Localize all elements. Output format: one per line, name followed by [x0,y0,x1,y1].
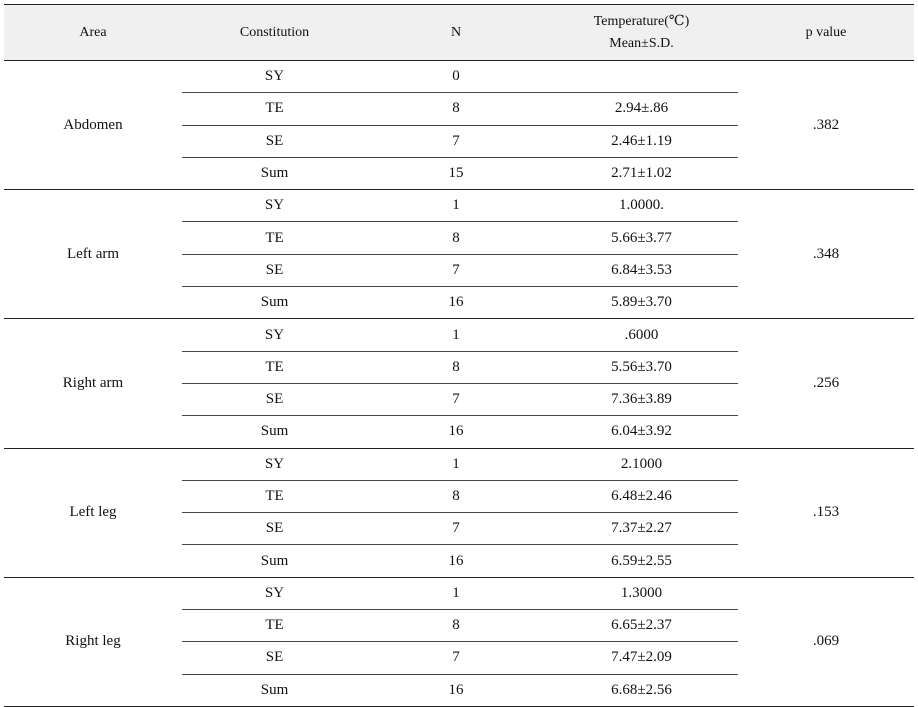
temperature-cell: 6.59±2.55 [545,545,738,577]
temperature-cell: 5.89±3.70 [545,287,738,319]
p-value-cell: .256 [738,319,914,448]
temperature-cell: 7.37±2.27 [545,513,738,545]
table-row [4,577,914,609]
p-value-cell: .153 [738,448,914,577]
n-cell: 7 [367,642,545,674]
n-cell: 1 [367,448,545,480]
n-cell: 8 [367,351,545,383]
header-area: Area [4,5,182,61]
constitution-cell: SE [182,383,367,415]
temperature-cell: 5.66±3.77 [545,222,738,254]
n-cell: 16 [367,545,545,577]
constitution-cell: Sum [182,287,367,319]
constitution-cell: SY [182,319,367,351]
header-row [4,5,914,61]
constitution-cell: SY [182,577,367,609]
n-cell: 8 [367,480,545,512]
table-row [4,319,914,351]
p-value-cell: .348 [738,190,914,319]
temperature-cell [545,61,738,93]
temperature-cell: 2.94±.86 [545,93,738,125]
n-cell: 0 [367,61,545,93]
n-cell: 8 [367,222,545,254]
constitution-cell: Sum [182,416,367,448]
temperature-cell: 7.36±3.89 [545,383,738,415]
p-value-cell: .069 [738,577,914,706]
n-cell: 7 [367,254,545,286]
temperature-cell: .6000 [545,319,738,351]
temperature-cell: 2.1000 [545,448,738,480]
temperature-cell: 6.65±2.37 [545,610,738,642]
n-cell: 8 [367,93,545,125]
header-temperature-line2: Mean±S.D. [609,35,674,51]
temperature-cell: 2.46±1.19 [545,125,738,157]
constitution-cell: TE [182,222,367,254]
n-cell: 15 [367,157,545,189]
n-cell: 8 [367,610,545,642]
n-cell: 16 [367,674,545,706]
table-row [4,448,914,480]
temperature-cell: 6.04±3.92 [545,416,738,448]
temperature-cell: 6.68±2.56 [545,674,738,706]
table-body [4,61,914,707]
area-cell: Left arm [4,190,182,319]
n-cell: 1 [367,577,545,609]
area-cell: Left leg [4,448,182,577]
p-value-cell: .382 [738,61,914,190]
constitution-cell: Sum [182,545,367,577]
constitution-cell: Sum [182,674,367,706]
header-n: N [367,5,545,61]
constitution-cell: TE [182,93,367,125]
header-constitution: Constitution [182,5,367,61]
temperature-table [4,4,914,707]
area-cell: Abdomen [4,61,182,190]
table-row [4,190,914,222]
temperature-cell: 1.3000 [545,577,738,609]
temperature-cell: 6.84±3.53 [545,254,738,286]
constitution-cell: SY [182,190,367,222]
constitution-cell: TE [182,351,367,383]
temperature-cell: 2.71±1.02 [545,157,738,189]
temperature-cell: 7.47±2.09 [545,642,738,674]
temperature-cell: 1.0000. [545,190,738,222]
header-p-value: p value [738,5,914,61]
n-cell: 7 [367,125,545,157]
n-cell: 1 [367,190,545,222]
temperature-cell: 6.48±2.46 [545,480,738,512]
header-temperature-line1: Temperature(℃) [593,13,690,29]
constitution-cell: SE [182,125,367,157]
constitution-cell: TE [182,480,367,512]
n-cell: 16 [367,416,545,448]
constitution-cell: SY [182,61,367,93]
n-cell: 7 [367,383,545,415]
constitution-cell: SY [182,448,367,480]
header-temperature [545,5,738,61]
constitution-cell: TE [182,610,367,642]
area-cell: Right arm [4,319,182,448]
area-cell: Right leg [4,577,182,706]
temperature-cell: 5.56±3.70 [545,351,738,383]
n-cell: 1 [367,319,545,351]
constitution-cell: SE [182,642,367,674]
constitution-cell: Sum [182,157,367,189]
n-cell: 16 [367,287,545,319]
table-row [4,61,914,93]
constitution-cell: SE [182,254,367,286]
constitution-cell: SE [182,513,367,545]
n-cell: 7 [367,513,545,545]
table-header [4,5,914,61]
